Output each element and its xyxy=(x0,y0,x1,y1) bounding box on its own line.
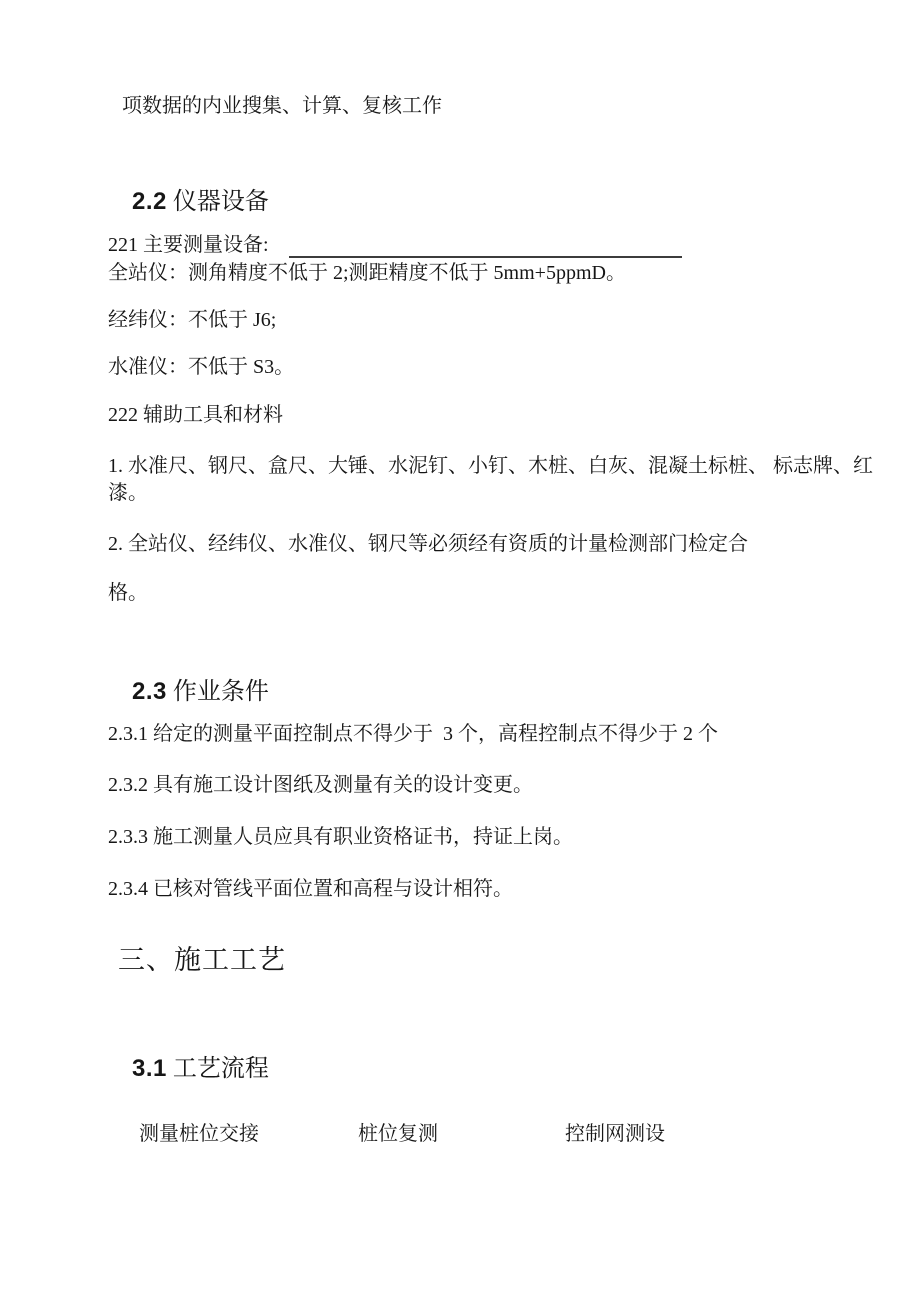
flow-step-control-network-setting: 控制网测设 xyxy=(565,1123,665,1145)
flow-step-survey-pile-handover: 测量桩位交接 xyxy=(139,1123,259,1145)
aux-item-2-line-1: 2. 全站仪、经纬仪、水准仪、钢尺等必须经有资质的计量检测部门检定合 xyxy=(108,533,748,555)
section-title-2-3: 作业条件 xyxy=(172,678,269,705)
condition-item-2-3-1: 2.3.1 给定的测量平面控制点不得少于 3 个，高程控制点不得少于 2 个 xyxy=(108,723,718,745)
equipment-item-total-station: 全站仪：测角精度不低于 2;测距精度不低于 5mm+5ppmD。 xyxy=(108,262,626,284)
aux-item-2-line-2: 格。 xyxy=(108,582,148,604)
chapter-heading-construction-process: 三、施工工艺 xyxy=(118,945,286,975)
aux-item-1-line-2: 漆。 xyxy=(108,482,148,504)
flow-step-pile-resurvey: 桩位复测 xyxy=(358,1123,438,1145)
equipment-item-theodolite: 经纬仪：不低于 J6; xyxy=(108,309,277,331)
section-number-2-2: 2.2 xyxy=(132,187,167,215)
equipment-item-level: 水准仪：不低于 S3。 xyxy=(108,356,295,378)
aux-item-1-line-1: 1. 水准尺、钢尺、盒尺、大锤、水泥钉、小钉、木桩、白灰、混凝土标桩、 标志牌、红 xyxy=(108,455,873,477)
section-heading-3-1 xyxy=(108,1026,269,1112)
intro-continuation-text: 项数据的内业搜集、计算、复核工作 xyxy=(122,95,442,117)
fill-in-blank-underline xyxy=(289,256,682,258)
section-number-2-3: 2.3 xyxy=(132,677,167,705)
section-number-3-1: 3.1 xyxy=(132,1054,167,1082)
condition-item-2-3-4: 2.3.4 已核对管线平面位置和高程与设计相符。 xyxy=(108,878,513,900)
section-title-2-2: 仪器设备 xyxy=(172,188,269,215)
condition-item-2-3-2: 2.3.2 具有施工设计图纸及测量有关的设计变更。 xyxy=(108,774,533,796)
section-title-3-1: 工艺流程 xyxy=(172,1055,269,1082)
main-equipment-label: 221 主要测量设备: xyxy=(108,234,269,256)
condition-item-2-3-3: 2.3.3 施工测量人员应具有职业资格证书，持证上岗。 xyxy=(108,826,573,848)
aux-tools-label: 222 辅助工具和材料 xyxy=(108,404,283,426)
